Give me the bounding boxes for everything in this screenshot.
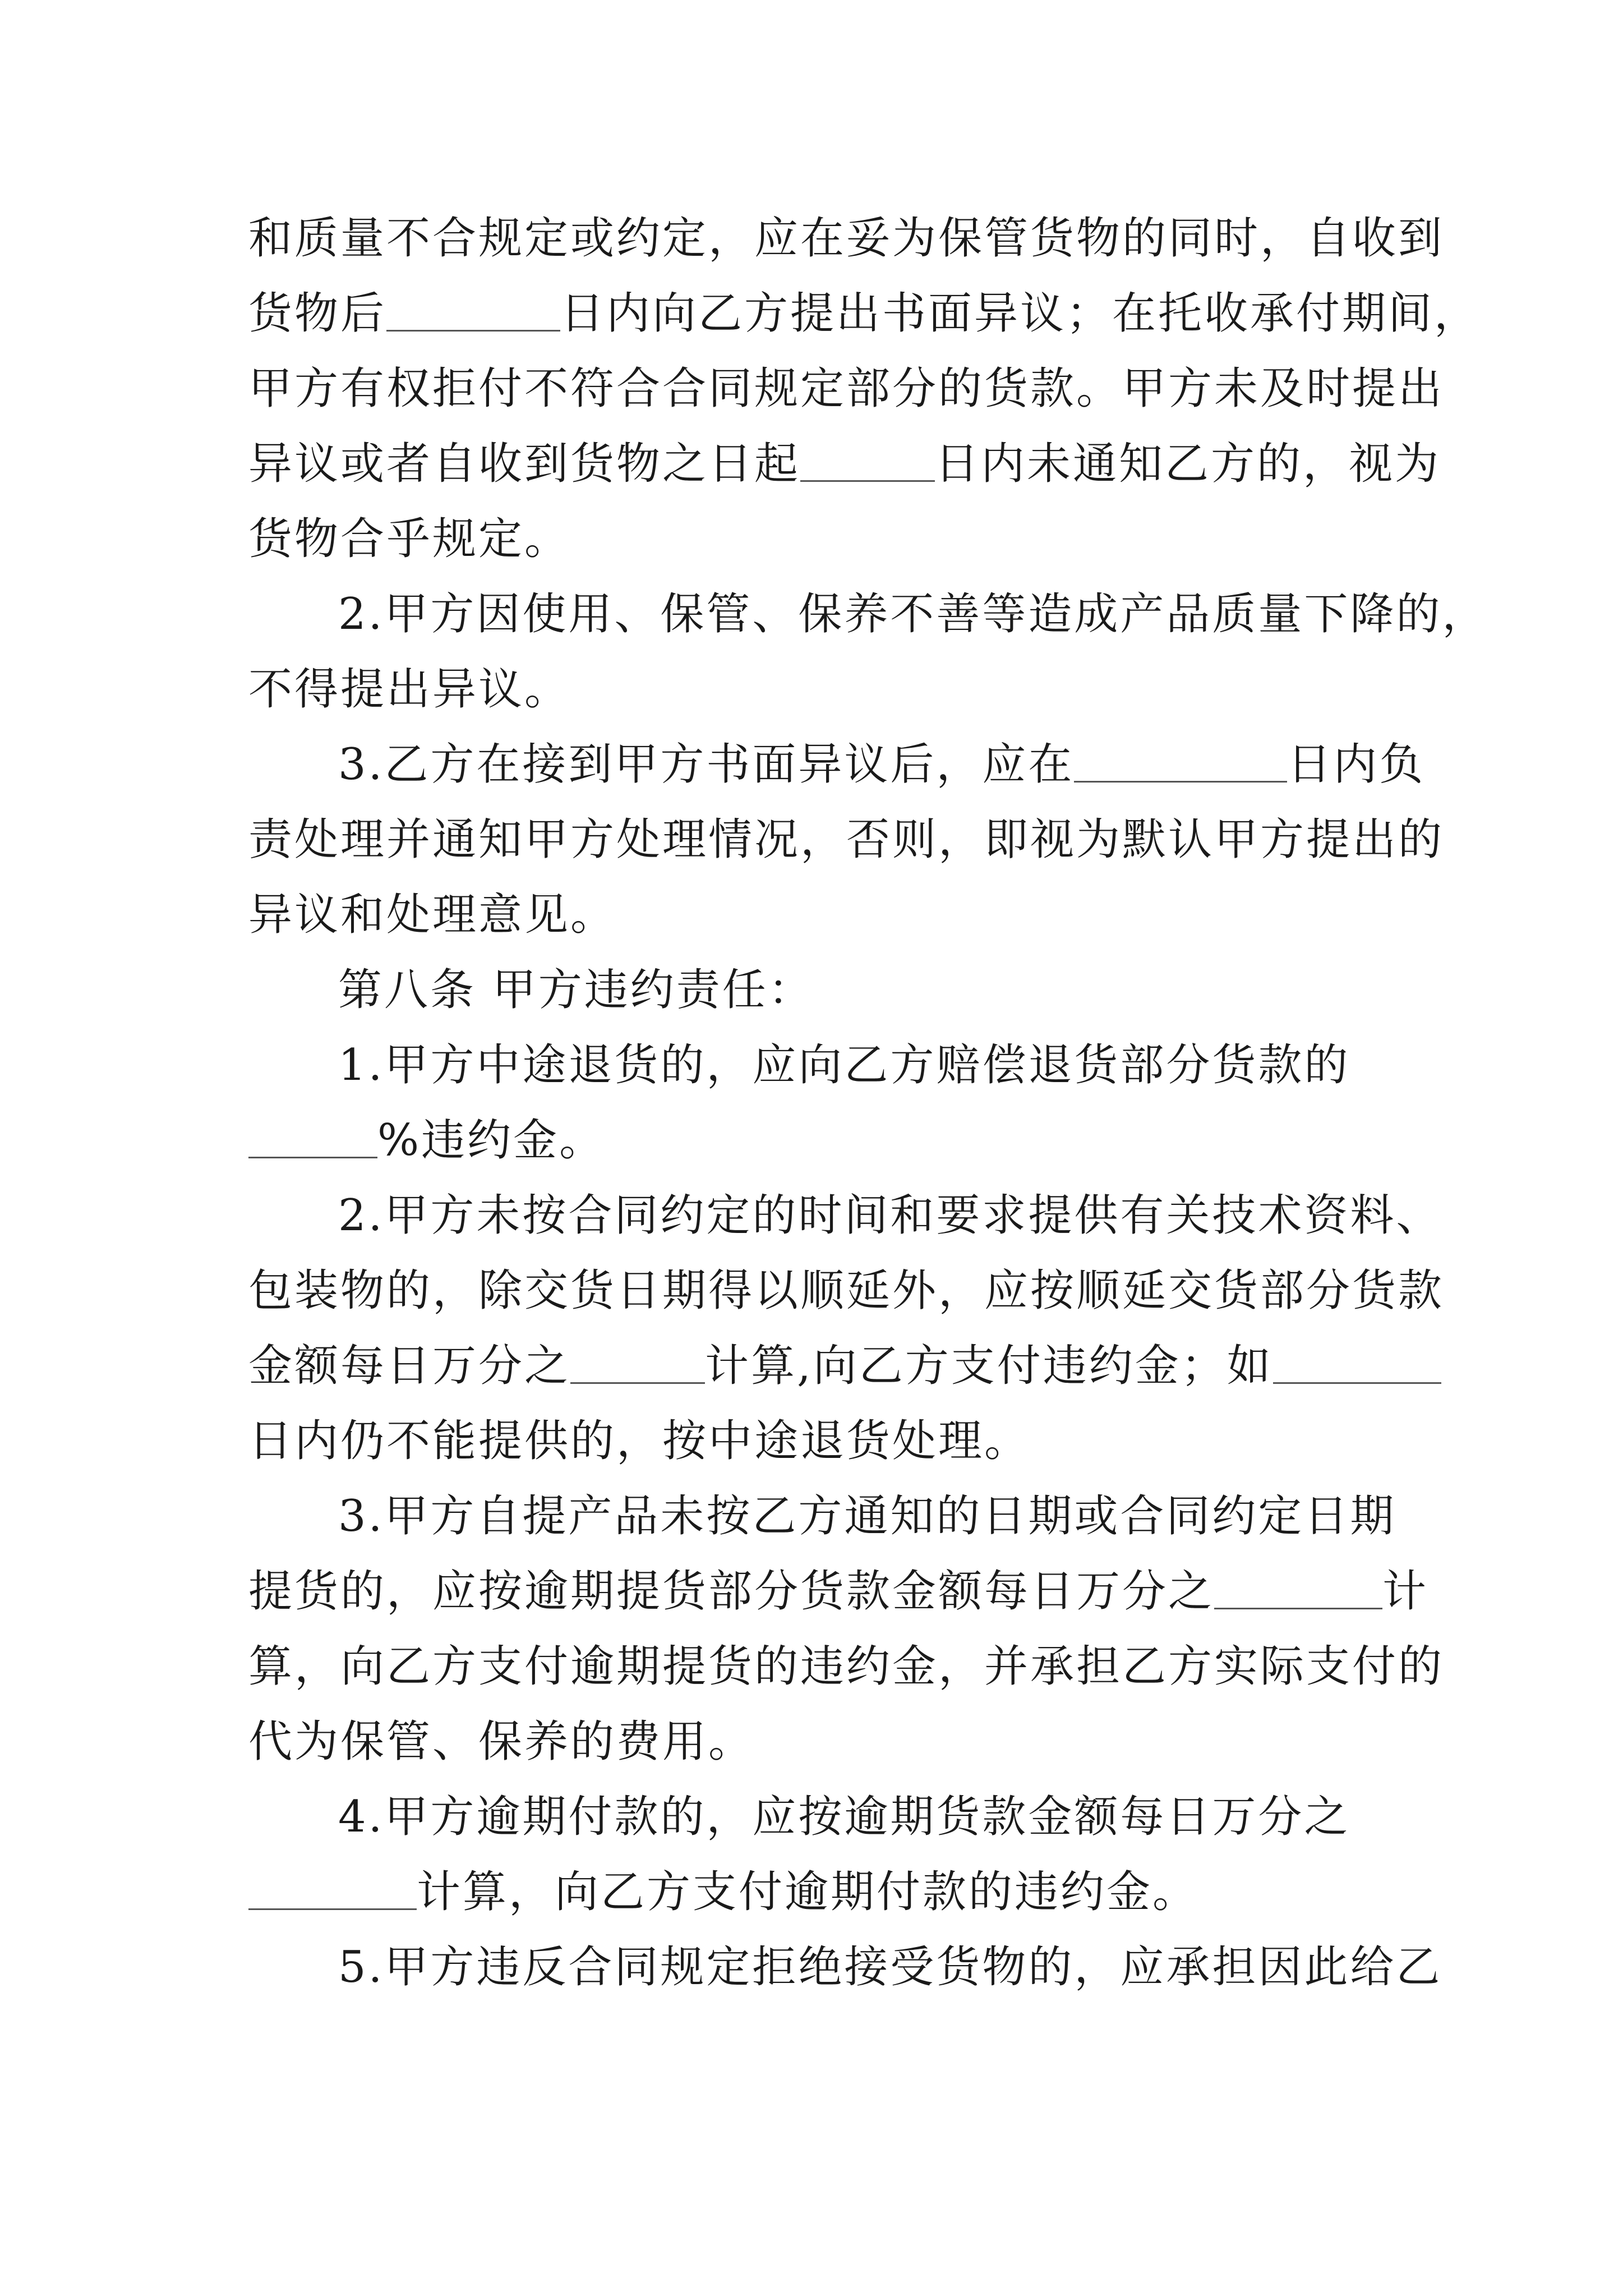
- text-segment: 算，向乙方支付逾期提货的违约金，并承担乙方实际支付的: [248, 1641, 1445, 1692]
- text-segment: 5.甲方违反合同规定拒绝接受货物的，应承担因此给乙: [338, 1942, 1442, 1993]
- text-segment: 计: [1382, 1566, 1429, 1617]
- text-segment: %违约金。: [377, 1115, 606, 1166]
- text-segment: 日内向乙方提出书面异议；在托收承付期间，: [560, 288, 1481, 339]
- text-line: [338, 1034, 1350, 1096]
- text-line: [338, 1485, 1396, 1547]
- text-line: [248, 884, 616, 946]
- text-line: [248, 1335, 1441, 1397]
- text-segment: 异议和处理意见。: [248, 890, 617, 940]
- text-segment: 1.甲方中途退货的，应向乙方赔偿退货部分货款的: [338, 1040, 1350, 1091]
- text-segment: 甲方有权拒付不符合合同规定部分的货款。甲方未及时提出: [248, 364, 1445, 414]
- text-segment: 包装物的，除交货日期得以顺延外，应按顺延交货部分货款: [248, 1266, 1445, 1316]
- text-segment: 日内负: [1287, 739, 1426, 790]
- fill-blank[interactable]: [386, 294, 560, 332]
- text-line: [248, 433, 1441, 495]
- fill-blank[interactable]: [1074, 745, 1287, 783]
- text-line: [338, 1786, 1350, 1848]
- text-line: [248, 283, 1480, 344]
- text-segment: 和质量不合规定或约定，应在妥为保管货物的同时，自收到: [248, 213, 1445, 264]
- text-line: [248, 1110, 605, 1171]
- text-segment: 第八条 甲方违约责任：: [338, 965, 814, 1015]
- text-segment: 3.甲方自提产品未按乙方通知的日期或合同约定日期: [338, 1491, 1396, 1542]
- text-segment: 金额每日万分之: [248, 1341, 571, 1391]
- text-line: [248, 508, 570, 570]
- text-line: [248, 358, 1444, 420]
- text-line: [248, 1561, 1428, 1622]
- text-line: [338, 1936, 1442, 1998]
- text-segment: 货物合乎规定。: [248, 514, 571, 564]
- text-line: [248, 1861, 1198, 1923]
- text-line: [248, 659, 570, 720]
- text-segment: 4.甲方逾期付款的，应按逾期货款金额每日万分之: [338, 1792, 1350, 1842]
- text-line: [248, 1711, 754, 1773]
- text-line: [248, 1260, 1444, 1322]
- text-segment: 2.甲方未按合同约定的时间和要求提供有关技术资料、: [338, 1190, 1442, 1241]
- fill-blank[interactable]: [570, 1346, 705, 1384]
- text-line: [248, 1636, 1444, 1697]
- text-segment: 异议或者自收到货物之日起: [248, 439, 801, 489]
- section-heading: [338, 959, 814, 1021]
- text-segment: 不得提出异议。: [248, 664, 571, 715]
- text-segment: 2.甲方因使用、保管、保养不善等造成产品质量下降的，: [338, 589, 1488, 639]
- text-segment: 计算，向乙方支付逾期付款的违约金。: [417, 1867, 1199, 1917]
- text-line: [338, 734, 1425, 795]
- fill-blank[interactable]: [800, 444, 935, 482]
- text-line: [248, 1410, 1030, 1472]
- text-line: [248, 208, 1444, 269]
- text-segment: 计算,向乙方支付违约金；如: [705, 1341, 1273, 1391]
- fill-blank[interactable]: [1214, 1572, 1382, 1609]
- text-line: [338, 583, 1488, 645]
- text-segment: 代为保管、保养的费用。: [248, 1717, 755, 1767]
- fill-blank[interactable]: [248, 1121, 377, 1158]
- text-segment: 3.乙方在接到甲方书面异议后，应在: [338, 739, 1075, 790]
- text-segment: 日内未通知乙方的，视为: [935, 439, 1441, 489]
- text-line: [248, 809, 1444, 871]
- fill-blank[interactable]: [248, 1872, 417, 1910]
- text-segment: 货物后: [248, 288, 387, 339]
- text-segment: 责处理并通知甲方处理情况，否则，即视为默认甲方提出的: [248, 815, 1445, 865]
- fill-blank[interactable]: [1273, 1346, 1441, 1384]
- text-line: [338, 1185, 1442, 1246]
- text-segment: 日内仍不能提供的，按中途退货处理。: [248, 1416, 1031, 1466]
- text-segment: 提货的，应按逾期提货部分货款金额每日万分之: [248, 1566, 1215, 1617]
